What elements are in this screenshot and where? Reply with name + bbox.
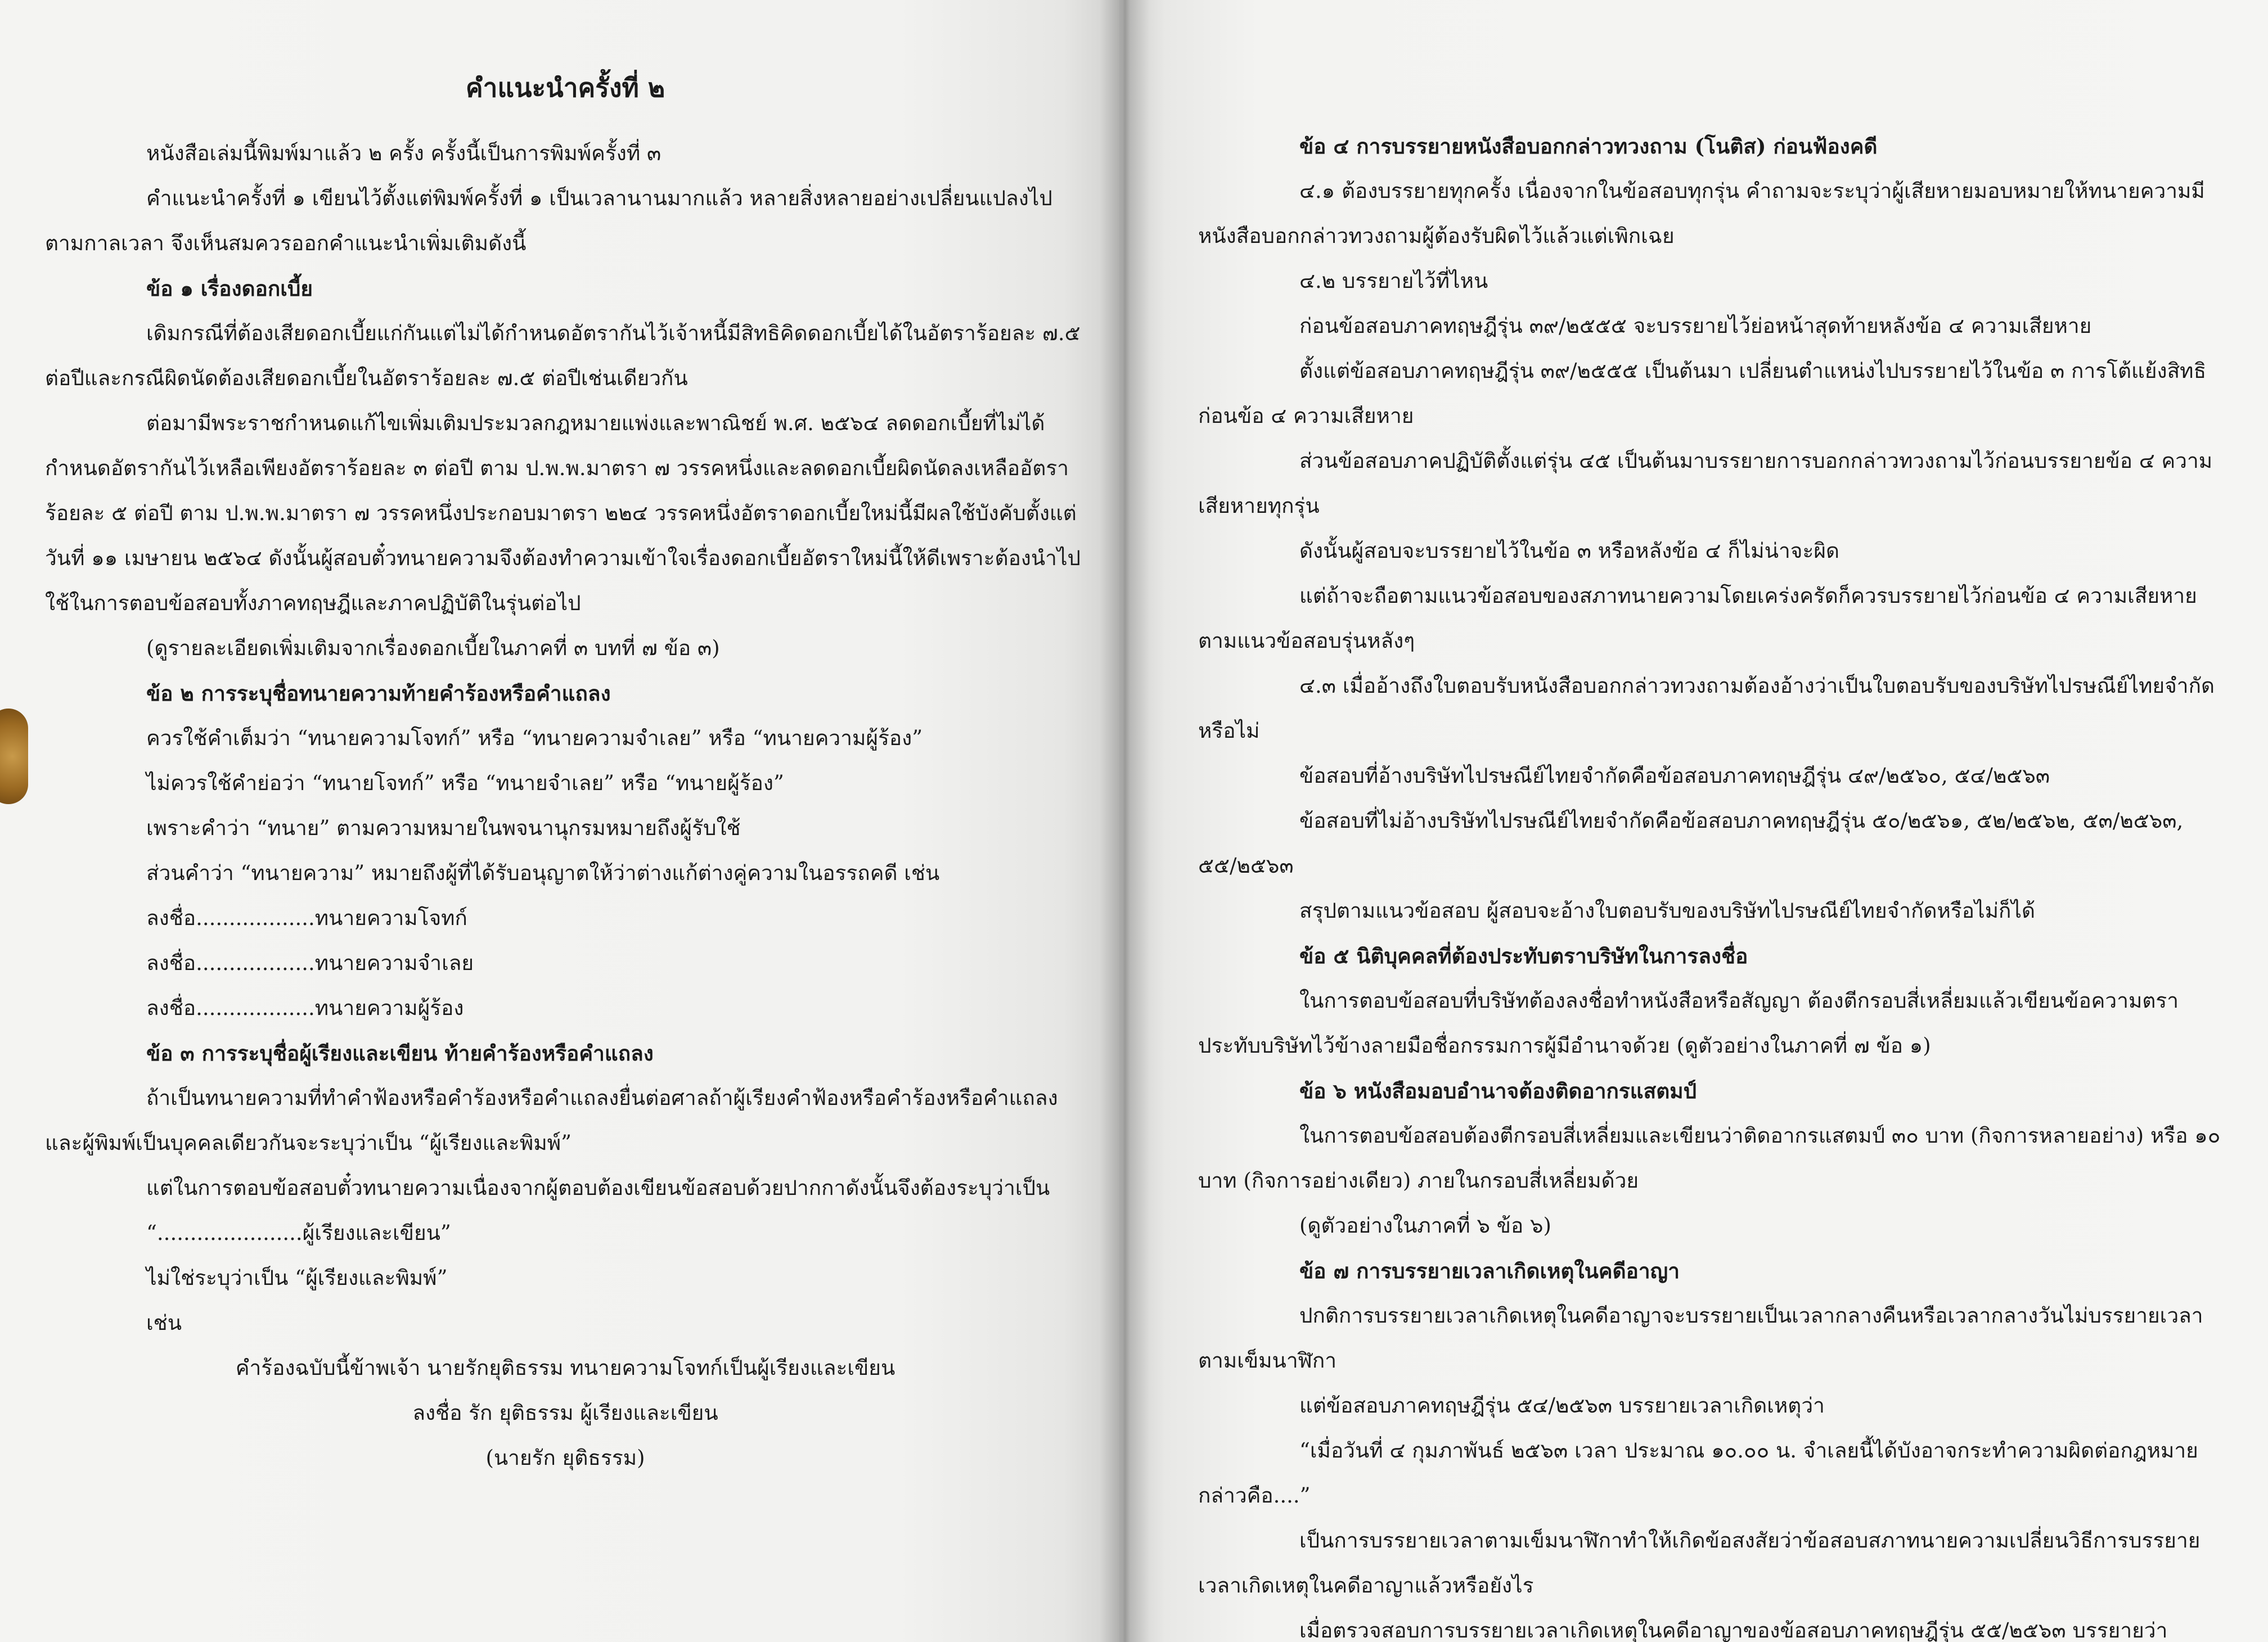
section-heading: ข้อ ๖ หนังสือมอบอำนาจต้องติดอากรแสตมป์ [1299,1079,1697,1103]
paragraph: ในการตอบข้อสอบที่บริษัทต้องลงชื่อทำหนังสือหรือสัญญา ต้องตีกรอบสี่เหลี่ยมแล้วเขียนข้อความตราประทับบริษัทไว้ข้างลายมือชื่อกรรมการผู้มีอำนาจด้วย (ดูตัวอย่างในภาคที่ ๗ ข้อ ๑) [1198,989,2179,1058]
paragraph: คำแนะนำครั้งที่ ๑ เขียนไว้ตั้งแต่พิมพ์ครั้งที่ ๑ เป็นเวลานานมากแล้ว หลายสิ่งหลายอย่างเปลี่ยนแปลงไปตามกาลเวลา จึงเห็นสมควรออกคำแนะนำเพิ่มเติมดังนี้ [45,186,1052,255]
paragraph: เพราะคำว่า “ทนาย” ตามความหมายในพจนานุกรมหมายถึงผู้รับใช้ [146,816,741,840]
page-title: คำแนะนำครั้งที่ ๒ [465,73,665,103]
paragraph: ไม่ควรใช้คำย่อว่า “ทนายโจทก์” หรือ “ทนายจำเลย” หรือ “ทนายผู้ร้อง” [146,771,784,795]
paragraph: ส่วนคำว่า “ทนายความ” หมายถึงผู้ที่ได้รับอนุญาตให้ว่าต่างแก้ต่างคู่ความในอรรถคดี เช่น [146,861,940,885]
paragraph: แต่ในการตอบข้อสอบตั๋วทนายความเนื่องจากผู้ตอบต้องเขียนข้อสอบด้วยปากกาดังนั้นจึงต้องระบุว่าเป็น [146,1176,1050,1200]
section-heading: ข้อ ๗ การบรรยายเวลาเกิดเหตุในคดีอาญา [1299,1258,1680,1283]
section-heading: ข้อ ๑ เรื่องดอกเบี้ย [146,276,313,301]
paragraph: เดิมกรณีที่ต้องเสียดอกเบี้ยแก่กันแต่ไม่ได้กำหนดอัตรากันไว้เจ้าหนี้มีสิทธิคิดดอกเบี้ยได้ในอัตราร้อยละ ๗.๕ ต่อปีและกรณีผิดนัดต้องเสียดอกเบี้ยในอัตราร้อยละ ๗.๕ ต่อปีเช่นเดียวกัน [45,321,1081,390]
signature-line: ลงชื่อ..................ทนายความโจทก์ [146,906,467,930]
paragraph: เมื่อตรวจสอบการบรรยายเวลาเกิดเหตุในคดีอาญาของข้อสอบภาคทฤษฎีรุ่น ๕๕/๒๕๖๓ บรรยายว่า [1299,1618,2168,1642]
example-line: ลงชื่อ รัก ยุติธรรม ผู้เรียงและเขียน [412,1401,718,1425]
paragraph: “เมื่อวันที่ ๔ กุมภาพันธ์ ๒๕๖๓ เวลา ประมาณ ๑๐.๐๐ น. จำเลยนี้ได้บังอาจกระทำความผิดต่อกฎหมายกล่าวคือ....” [1198,1438,2198,1508]
section-heading: ข้อ ๓ การระบุชื่อผู้เรียงและเขียน ท้ายคำร้องหรือคำแถลง [146,1041,654,1066]
example-line: (นายรัก ยุติธรรม) [485,1446,645,1470]
paragraph: ส่วนข้อสอบภาคปฏิบัติตั้งแต่รุ่น ๔๕ เป็นต้นมาบรรยายการบอกกล่าวทวงถามไว้ก่อนบรรยายข้อ ๔ ความเสียหายทุกรุ่น [1198,449,2213,518]
paragraph: หนังสือเล่มนี้พิมพ์มาแล้ว ๒ ครั้ง ครั้งนี้เป็นการพิมพ์ครั้งที่ ๓ [146,141,662,165]
paragraph: ข้อสอบที่อ้างบริษัทไปรษณีย์ไทยจำกัดคือข้อสอบภาคทฤษฎีรุ่น ๔๙/๒๕๖๐, ๕๔/๒๕๖๓ [1299,764,2050,788]
paragraph: (ดูรายละเอียดเพิ่มเติมจากเรื่องดอกเบี้ยในภาคที่ ๓ บทที่ ๗ ข้อ ๓) [146,636,720,660]
section-heading: ข้อ ๔ การบรรยายหนังสือบอกกล่าวทวงถาม (โนติส) ก่อนฟ้องคดี [1299,134,1878,159]
paragraph: เช่น [146,1311,182,1335]
paragraph: ในการตอบข้อสอบต้องตีกรอบสี่เหลี่ยมและเขียนว่าติดอากรแสตมป์ ๓๐ บาท (กิจการหลายอย่าง) หรือ ๑๐ บาท (กิจการอย่างเดียว) ภายในกรอบสี่เหลี่ยมด้วย [1198,1124,2221,1193]
example-line: คำร้องฉบับนี้ข้าพเจ้า นายรักยุติธรรม ทนายความโจทก์เป็นผู้เรียงและเขียน [235,1356,896,1380]
paragraph: ปกติการบรรยายเวลาเกิดเหตุในคดีอาญาจะบรรยายเป็นเวลากลางคืนหรือเวลากลางวันไม่บรรยายเวลาตามเข็มนาฬิกา [1198,1303,2203,1373]
section-heading: ข้อ ๕ นิติบุคคลที่ต้องประทับตราบริษัทในการลงชื่อ [1299,944,1748,968]
paragraph: (ดูตัวอย่างในภาคที่ ๖ ข้อ ๖) [1299,1214,1551,1238]
paragraph: ควรใช้คำเต็มว่า “ทนายความโจทก์” หรือ “ทนายความจำเลย” หรือ “ทนายความผู้ร้อง” [146,726,923,750]
paragraph: เป็นการบรรยายเวลาตามเข็มนาฬิกาทำให้เกิดข้อสงสัยว่าข้อสอบสภาทนายความเปลี่ยนวิธีการบรรยายเวลาเกิดเหตุในคดีอาญาแล้วหรือยังไร [1198,1528,2200,1598]
paragraph: ถ้าเป็นทนายความที่ทำคำฟ้องหรือคำร้องหรือคำแถลงยื่นต่อศาลถ้าผู้เรียงคำฟ้องหรือคำร้องหรือคำแถลงและผู้พิมพ์เป็นบุคคลเดียวกันจะระบุว่าเป็น “ผู้เรียงและพิมพ์” [45,1086,1058,1155]
paragraph: ตั้งแต่ข้อสอบภาคทฤษฎีรุ่น ๓๙/๒๕๕๕ เป็นต้นมา เปลี่ยนตำแหน่งไปบรรยายไว้ในข้อ ๓ การโต้แย้งสิทธิ ก่อนข้อ ๔ ความเสียหาย [1198,359,2207,428]
paragraph: ๔.๒ บรรยายไว้ที่ไหน [1299,269,1488,293]
signature-line: ลงชื่อ..................ทนายความผู้ร้อง [146,996,464,1020]
paragraph: แต่ถ้าจะถือตามแนวข้อสอบของสภาทนายความโดยเคร่งครัดก็ควรบรรยายไว้ก่อนข้อ ๔ ความเสียหายตามแนวข้อสอบรุ่นหลังๆ [1198,584,2197,653]
paragraph: ต่อมามีพระราชกำหนดแก้ไขเพิ่มเติมประมวลกฎหมายแพ่งและพาณิชย์ พ.ศ. ๒๕๖๔ ลดดอกเบี้ยที่ไม่ได้กำหนดอัตรากันไว้เหลือเพียงอัตราร้อยละ ๓ ต่อปี ตาม ป.พ.พ.มาตรา ๗ วรรคหนึ่งและลดดอกเบี้ยผิดนัดลงเหลืออัตราร้อยละ ๕ ต่อปี ตาม ป.พ.พ.มาตรา ๗ วรรคหนึ่งประกอบมาตรา ๒๒๔ วรรคหนึ่งอัตราดอกเบี้ยใหม่นี้มีผลใช้บังคับตั้งแต่วันที่ ๑๑ เมษายน ๒๕๖๔ ดังนั้นผู้สอบตั๋วทนายความจึงต้องทำความเข้าใจเรื่องดอกเบี้ยอัตราใหม่นี้ให้ดีเพราะต้องนำไปใช้ในการตอบข้อสอบทั้งภาคทฤษฎีและภาคปฏิบัติในรุ่นต่อไป [45,411,1081,615]
paragraph: ๔.๑ ต้องบรรยายทุกครั้ง เนื่องจากในข้อสอบทุกรุ่น คำถามจะระบุว่าผู้เสียหายมอบหมายให้ทนายความมีหนังสือบอกกล่าวทวงถามผู้ต้องรับผิดไว้แล้วแต่เพิกเฉย [1198,179,2205,248]
paragraph: ๔.๓ เมื่ออ้างถึงใบตอบรับหนังสือบอกกล่าวทวงถามต้องอ้างว่าเป็นใบตอบรับของบริษัทไปรษณีย์ไทยจำกัดหรือไม่ [1198,674,2215,743]
paragraph: ไม่ใช่ระบุว่าเป็น “ผู้เรียงและพิมพ์” [146,1266,448,1290]
book-gutter [1100,0,1150,1642]
right-page [1119,0,2268,1642]
paragraph: ก่อนข้อสอบภาคทฤษฎีรุ่น ๓๙/๒๕๕๕ จะบรรยายไว้ย่อหน้าสุดท้ายหลังข้อ ๔ ความเสียหาย [1299,314,2092,338]
paragraph: แต่ข้อสอบภาคทฤษฎีรุ่น ๕๔/๒๕๖๓ บรรยายเวลาเกิดเหตุว่า [1299,1393,1825,1418]
signature-line: ลงชื่อ..................ทนายความจำเลย [146,951,474,975]
paragraph: ดังนั้นผู้สอบจะบรรยายไว้ในข้อ ๓ หรือหลังข้อ ๔ ก็ไม่น่าจะผิด [1299,539,1840,563]
paragraph: “......................ผู้เรียงและเขียน” [146,1221,451,1245]
section-heading: ข้อ ๒ การระบุชื่อทนายความท้ายคำร้องหรือคำแถลง [146,681,611,706]
binder-ring-icon [0,709,28,804]
paragraph: ข้อสอบที่ไม่อ้างบริษัทไปรษณีย์ไทยจำกัดคือข้อสอบภาคทฤษฎีรุ่น ๕๐/๒๕๖๑, ๕๒/๒๕๖๒, ๕๓/๒๕๖๓, ๕๕/๒๕๖๓ [1198,809,2184,878]
left-page [0,0,1119,1642]
paragraph: สรุปตามแนวข้อสอบ ผู้สอบจะอ้างใบตอบรับของบริษัทไปรษณีย์ไทยจำกัดหรือไม่ก็ได้ [1299,899,2036,923]
